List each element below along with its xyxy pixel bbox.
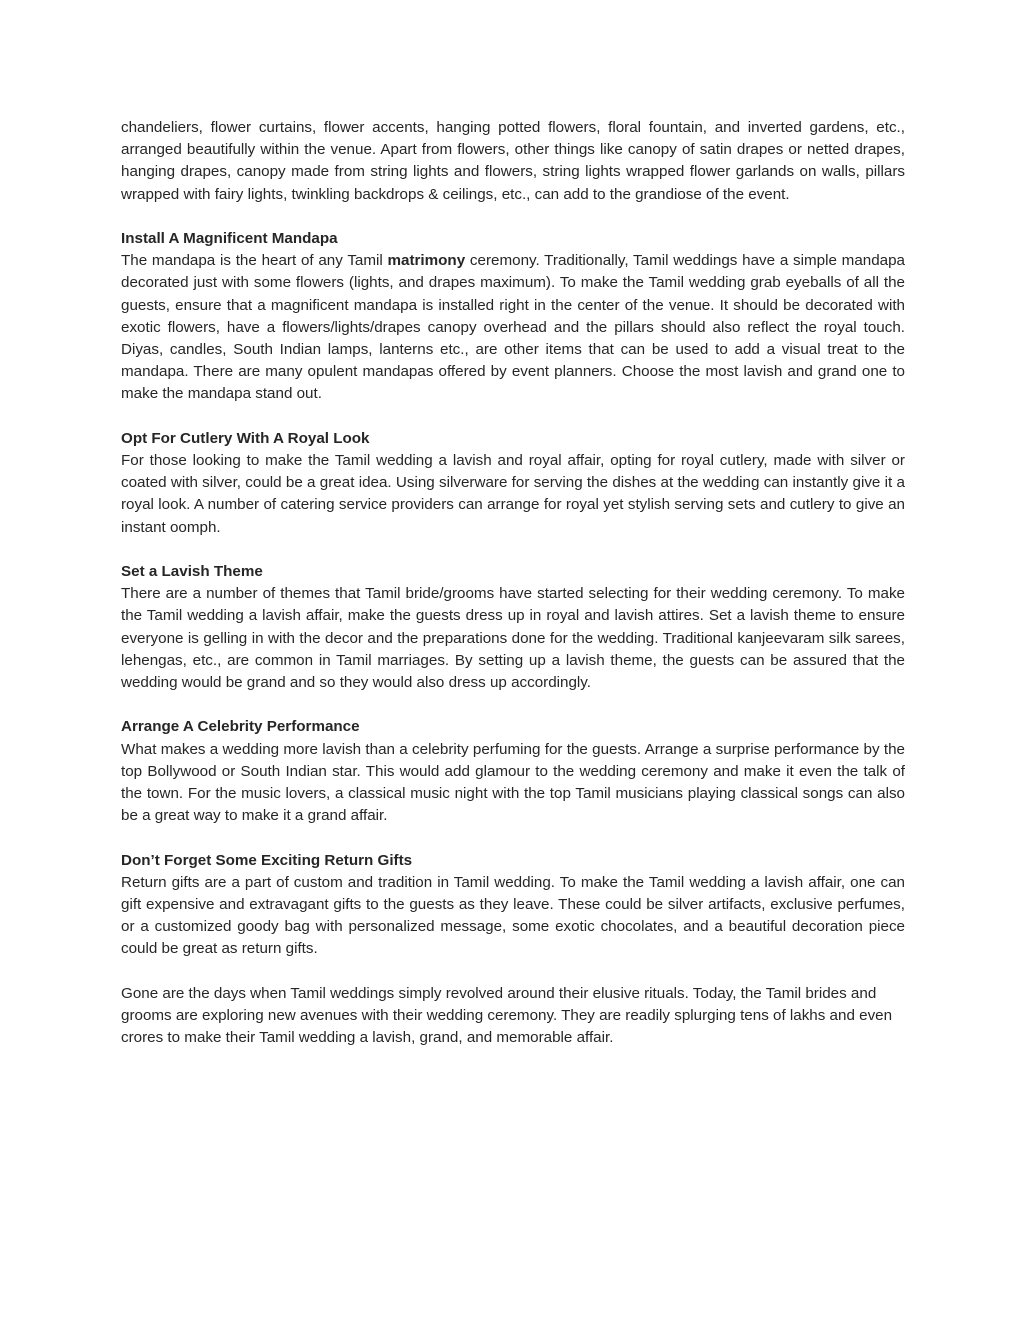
document-page xyxy=(121,117,905,1072)
section-heading: Don’t Forget Some Exciting Return Gifts xyxy=(121,851,413,869)
section-cutlery xyxy=(121,428,905,539)
section-heading: Opt For Cutlery With A Royal Look xyxy=(121,429,370,447)
section-body: What makes a wedding more lavish than a celebrity perfuming for the guests. Arrange a surprise performance by the top Bollywood or South Indian star. This would add glamour to the wedding ceremony and make it even the talk of the town. For the music lovers, a classical music night with the top Tamil musicians playing classical songs can also be a great way to make it a grand affair. xyxy=(121,740,905,825)
section-body: There are a number of themes that Tamil bride/grooms have started selecting for their wedding ceremony. To make the Tamil wedding a lavish affair, make the guests dress up in royal and lavish attires. Set a lavish theme to ensure everyone is gelling in with the decor and the preparations done for the wedding. Traditional kanjeevaram silk sarees, lehengas, etc., are common in Tamil marriages. By setting up a lavish theme, the guests can be assured that the wedding would be grand and so they would also dress up accordingly. xyxy=(121,585,905,692)
closing-paragraph: Gone are the days when Tamil weddings simply revolved around their elusive rituals. Today, the Tamil brides and grooms are exploring new avenues with their wedding ceremony. They are readily splurging tens of lakhs and even crores to make their Tamil wedding a lavish, grand, and memorable affair. xyxy=(121,984,893,1047)
section-return-gifts xyxy=(121,850,905,961)
section-body xyxy=(121,250,905,405)
section-body: For those looking to make the Tamil wedding a lavish and royal affair, opting for royal cutlery, made with silver or coated with silver, could be a great idea. Using silverware for serving the dishes at the wedding can instantly give it a royal look. A number of catering service providers can arrange for royal yet stylish serving sets and cutlery to give an instant oomph. xyxy=(121,452,905,536)
section-heading: Set a Lavish Theme xyxy=(121,563,263,581)
section-celebrity xyxy=(121,716,905,827)
section-body-text: ceremony. Traditionally, Tamil weddings have a simple mandapa decorated just with some flowers (lights, and drapes maximum). To make the Tamil wedding grab eyeballs of all the guests, ensure that a magnificent mandapa is installed right in the center of the venue. It should be decorated with exotic flowers, have a flowers/lights/drapes canopy overhead and the pillars should also reflect the royal touch. Diyas, candles, South Indian lamps, lanterns etc., are other items that can be used to add a visual treat to the mandapa. There are many opulent mandapas offered by event planners. Choose the most lavish and grand one to make the mandapa stand out. xyxy=(121,252,905,403)
intro-paragraph: chandeliers, flower curtains, flower accents, hanging potted flowers, floral fountain, and inverted gardens, etc., arranged beautifully within the venue. Apart from flowers, other things like canopy of satin drapes or netted drapes, hanging drapes, canopy made from string lights and flowers, string lights wrapped flower garlands on walls, pillars wrapped with fairy lights, twinkling backdrops & ceilings, etc., can add to the grandiose of the event. xyxy=(121,119,905,203)
section-heading: Arrange A Celebrity Performance xyxy=(121,718,360,736)
section-theme xyxy=(121,561,905,694)
section-body: Return gifts are a part of custom and tradition in Tamil wedding. To make the Tamil wedding a lavish affair, one can gift expensive and extravagant gifts to the guests as they leave. These could be silver artifacts, exclusive perfumes, or a customized goody bag with personalized message, some exotic chocolates, and a beautiful decoration piece could be great as return gifts. xyxy=(121,873,905,958)
section-heading: Install A Magnificent Mandapa xyxy=(121,230,338,247)
section-body-text: The mandapa is the heart of any Tamil xyxy=(121,252,388,270)
section-mandapa xyxy=(121,228,905,406)
matrimony-link-text: matrimony xyxy=(387,252,466,270)
